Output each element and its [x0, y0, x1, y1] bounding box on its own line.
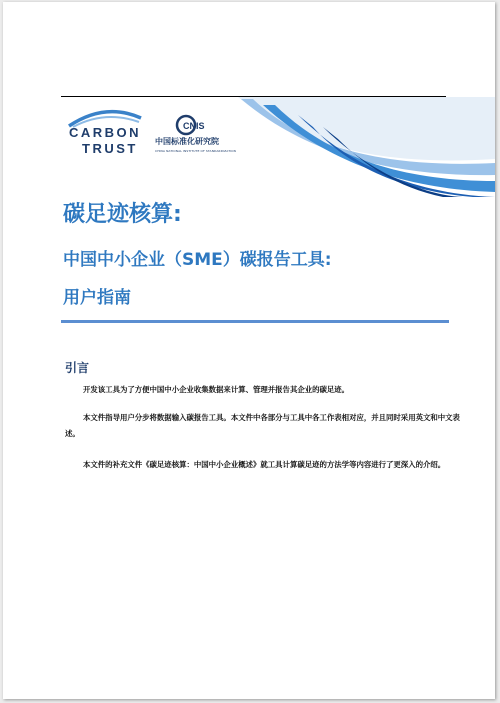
document-subtitle-line2: 用户指南	[63, 288, 131, 308]
document-page	[3, 2, 495, 699]
cnis-name-en: CHINA NATIONAL INSTITUTE OF STANDARDIZATION	[155, 149, 236, 153]
carbon-trust-line1: CARBON	[69, 125, 142, 140]
svg-text:CNIS: CNIS	[183, 121, 205, 131]
title-divider	[61, 320, 449, 323]
cnis-name-cn: 中国标准化研究院	[155, 137, 219, 146]
carbon-trust-line2: TRUST	[82, 141, 138, 156]
carbon-trust-logo	[65, 106, 155, 162]
document-title: 碳足迹核算:	[63, 202, 182, 227]
paragraph: 本文件的补充文件《碳足迹核算：中国中小企业概述》就工具计算碳足迹的方法学等内容进行了更深入的介绍。	[83, 460, 446, 469]
paragraph: 开发该工具为了方便中国中小企业收集数据来计算、管理并报告其企业的碳足迹。	[83, 385, 350, 394]
section-heading: 引言	[65, 361, 90, 375]
document-subtitle-line1: 中国中小企业（SME）碳报告工具:	[63, 250, 332, 270]
paragraph: 本文件指导用户分步将数据输入碳报告工具。本文件中各部分与工具中各工作表相对应，并且同时采用英文和中文表述。	[65, 413, 460, 438]
cnis-logo	[155, 114, 265, 158]
cnis-mark-icon	[175, 114, 215, 136]
